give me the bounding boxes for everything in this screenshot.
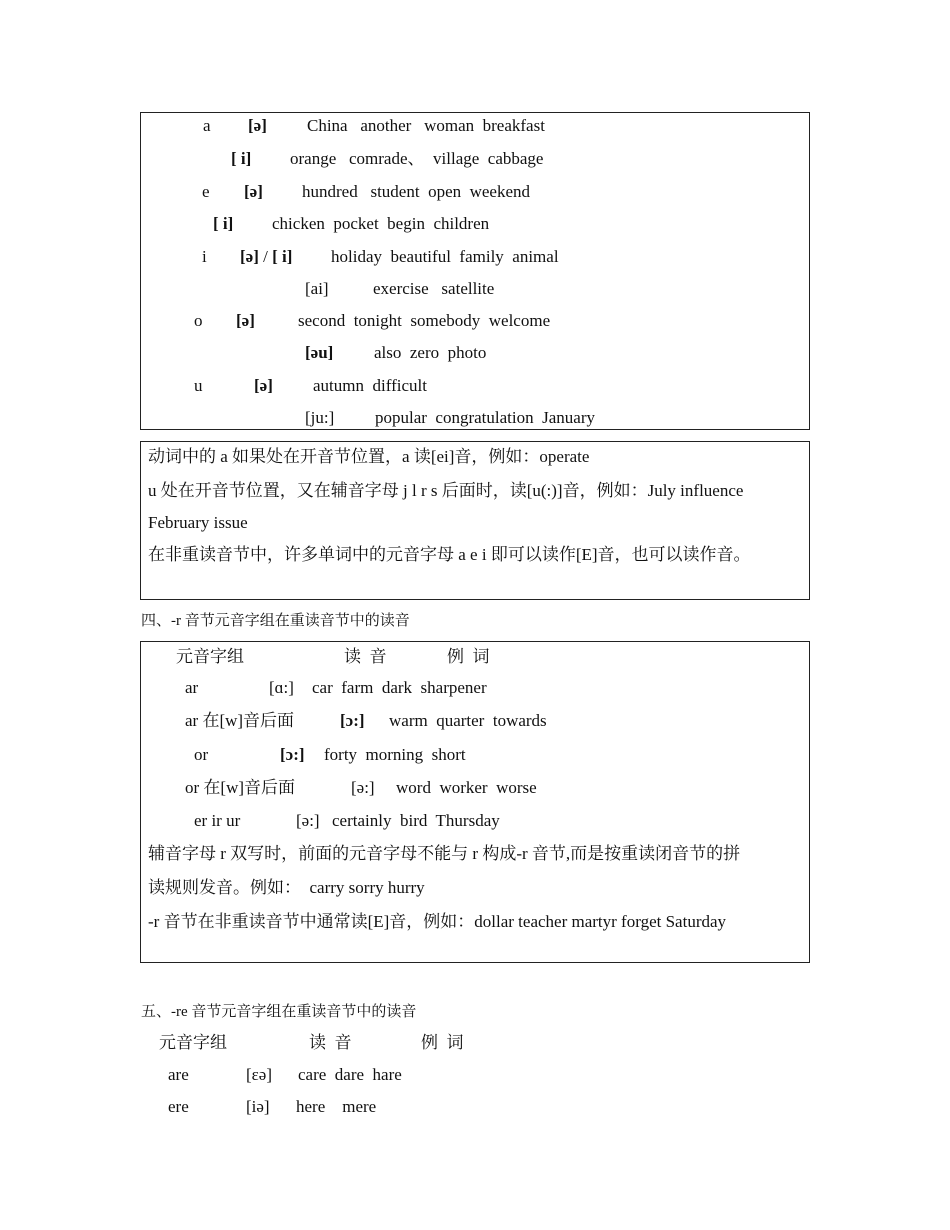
ipa-a-i: [ i]: [231, 149, 252, 168]
re-words-are: care dare hare: [298, 1065, 402, 1084]
ipa-u: [ə]: [254, 376, 273, 395]
letter-e: e: [202, 182, 210, 201]
ipa-a: [ə]: [248, 116, 267, 135]
r-words-or-w: word worker worse: [396, 778, 537, 797]
ipa-o-ou: [əu]: [305, 343, 334, 362]
r-group-or: or: [194, 745, 209, 764]
r-words-ar-w: warm quarter towards: [389, 711, 547, 730]
re-group-ere: ere: [168, 1097, 189, 1116]
r-group-er-ir-ur: er ir ur: [194, 811, 241, 830]
r-group-ar: ar: [185, 678, 199, 697]
r-ipa-er-ir-ur: [ə:]: [296, 811, 320, 830]
section-5-heading: 五、-re 音节元音字组在重读音节中的读音: [141, 1004, 417, 1020]
letter-i: i: [202, 247, 207, 266]
letter-a: a: [203, 116, 211, 135]
words-o: second tonight somebody welcome: [298, 311, 551, 330]
r-note-1b: 读规则发音。例如： carry sorry hurry: [148, 878, 425, 897]
re-group-are: are: [168, 1065, 189, 1084]
ipa-i-ai: [ai]: [305, 279, 329, 298]
r-words-ar: car farm dark sharpener: [312, 678, 487, 697]
r-group-ar-w: ar 在[w]音后面: [185, 711, 295, 730]
re-header-vowel-group: 元音字组: [159, 1033, 227, 1052]
r-syllable-box: [140, 641, 810, 963]
ipa-e-i: [ i]: [213, 214, 234, 233]
re-header-reading: 读 音: [309, 1033, 352, 1052]
words-a: China another woman breakfast: [307, 116, 545, 135]
words-u-ju: popular congratulation January: [375, 408, 595, 427]
r-group-or-w: or 在[w]音后面: [185, 778, 296, 797]
ipa-i-separator: /: [258, 247, 273, 266]
r-words-or: forty morning short: [324, 745, 466, 764]
letter-u: u: [194, 376, 203, 395]
re-header-example: 例 词: [421, 1033, 464, 1052]
re-ipa-ere: [iə]: [246, 1097, 270, 1116]
r-ipa-ar: [ɑ:]: [269, 678, 294, 697]
ipa-o: [ə]: [236, 311, 255, 330]
ipa-i: [240, 247, 292, 267]
ipa-e: [ə]: [244, 182, 263, 201]
note-line-2: u 处在开音节位置，又在辅音字母 j l r s 后面时，读[u(:)]音，例如：July influence: [148, 481, 744, 500]
words-e-i: chicken pocket begin children: [272, 214, 490, 233]
words-u: autumn difficult: [313, 376, 427, 395]
note-line-4: 在非重读音节中，许多单词中的元音字母 a e i 即可以读作[E]音，也可以读作音。: [148, 545, 751, 564]
note-line-3: February issue: [148, 513, 248, 532]
words-e: hundred student open weekend: [302, 182, 531, 201]
header-vowel-group: 元音字组: [176, 647, 244, 666]
r-note-2: -r 音节在非重读音节中通常读[E]音，例如：dollar teacher martyr forget Saturday: [148, 912, 727, 931]
r-ipa-ar-w: [ɔ:]: [340, 711, 365, 730]
ipa-i-short-i: [ i]: [272, 247, 293, 266]
notes-box: [140, 441, 810, 600]
ipa-u-ju: [ju:]: [305, 408, 335, 427]
r-note-1a: 辅音字母 r 双写时，前面的元音字母不能与 r 构成-r 音节,而是按重读闭音节的拼: [148, 844, 741, 863]
letter-o: o: [194, 311, 203, 330]
r-ipa-or: [ɔ:]: [280, 745, 305, 764]
words-o-ou: also zero photo: [374, 343, 487, 362]
header-reading: 读 音: [344, 647, 387, 666]
header-example: 例 词: [447, 647, 490, 666]
re-ipa-are: [εə]: [246, 1065, 273, 1084]
r-words-er-ir-ur: certainly bird Thursday: [332, 811, 500, 830]
r-ipa-or-w: [ə:]: [351, 778, 375, 797]
words-i: holiday beautiful family animal: [331, 247, 559, 266]
words-i-ai: exercise satellite: [373, 279, 495, 298]
re-words-ere: here mere: [296, 1097, 377, 1116]
words-a-i: orange comrade、 village cabbage: [290, 149, 544, 168]
ipa-i-schwa: [ə]: [240, 247, 259, 266]
section-4-heading: 四、-r 音节元音字组在重读音节中的读音: [141, 613, 410, 629]
note-line-1: 动词中的 a 如果处在开音节位置，a 读[ei]音，例如：operate: [148, 447, 590, 466]
